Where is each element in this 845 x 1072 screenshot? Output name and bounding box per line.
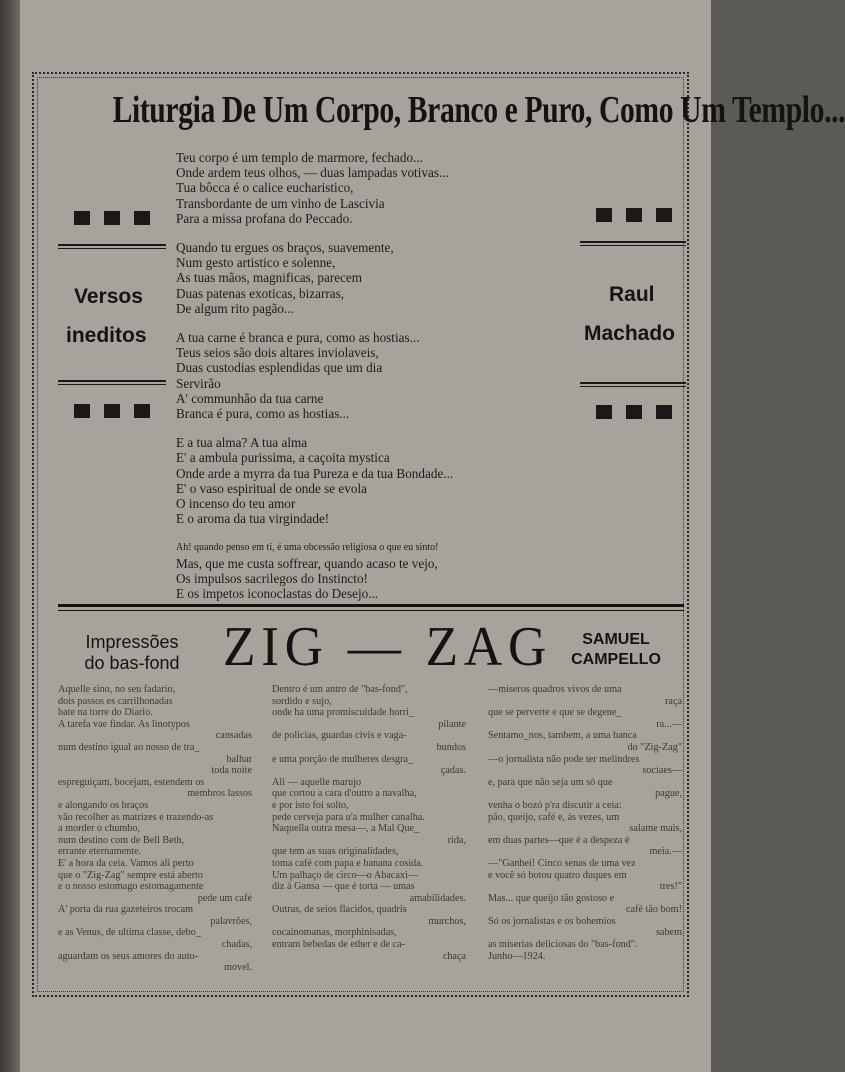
poem-line: Mas, que me custa soffrear, quando acaso te vejo, bbox=[176, 555, 438, 571]
column-line: Mas... que queijo tão gostoso e bbox=[488, 892, 615, 904]
poem-body bbox=[176, 150, 576, 615]
column-line: —miseros quadros vivos de uma bbox=[488, 684, 622, 695]
poem-line: Transbordante de um vinho de Lascivia bbox=[176, 195, 385, 211]
column-line: meia.— bbox=[649, 846, 682, 858]
label-ineditos: ineditos bbox=[66, 324, 147, 347]
column-line: sabem bbox=[655, 927, 682, 939]
column-line: café tão bom! bbox=[625, 904, 682, 916]
column-line: tres!" bbox=[659, 881, 682, 893]
label-versos: Versos bbox=[74, 285, 143, 308]
column-line: A' porta da rua gazeteiros trocam bbox=[58, 904, 194, 916]
column-line: bundos bbox=[436, 741, 466, 753]
column-line: Outras, de seios flacidos, quadris bbox=[272, 904, 407, 916]
poem-title: Liturgia De Um Corpo, Branco e Puro, Como Um Templo... bbox=[112, 89, 845, 131]
column-line: de policias, guardas civis e vaga- bbox=[272, 730, 407, 742]
poem-line: Onde ardem teus olhos, — duas lampadas votivas... bbox=[176, 165, 449, 181]
column-line: e uma porção de mulheres desgra_ bbox=[272, 753, 414, 765]
column-line: e as Venus, de ultima classe, debo_ bbox=[58, 927, 201, 939]
column-line: que cortou a cara d'outro a navalha, bbox=[272, 788, 417, 800]
column-line: balhar bbox=[226, 753, 252, 765]
column-line: cocainomanas, morphinisadas, bbox=[272, 927, 397, 939]
column-line: do "Zig-Zag" bbox=[627, 741, 682, 753]
poem-line: E os impetos iconoclastas do Desejo... bbox=[176, 586, 379, 602]
column-line: Sentamo_nos, tambem, a uma banca bbox=[488, 730, 637, 742]
stanza-3 bbox=[176, 330, 576, 421]
poem-line: E o aroma da tua virgindade! bbox=[176, 511, 330, 527]
column-line: pague, bbox=[655, 788, 682, 800]
poem-line: Os impulsos sacrilegos do Instincto! bbox=[176, 570, 368, 586]
column-line: raça bbox=[665, 695, 682, 707]
column-line: chaça bbox=[442, 950, 466, 962]
poem-small-line: Ah! quando penso em ti, é uma obcessão religiosa o que eu sinto! bbox=[176, 542, 439, 554]
prose-column-1 bbox=[58, 684, 252, 974]
section-divider bbox=[58, 604, 684, 611]
poem-line: Para a missa profana do Peccado. bbox=[176, 210, 353, 226]
column-line: çadas. bbox=[440, 765, 466, 777]
ornament-squares-left-top bbox=[74, 211, 150, 225]
column-line: vão recolher as matrizes e trazendo-as bbox=[58, 811, 214, 823]
poem-line: Quando tu ergues os braços, suavemente, bbox=[176, 240, 394, 256]
column-line: pede um café bbox=[197, 892, 252, 904]
zigzag-subtitle-line1: Impressões bbox=[85, 632, 179, 652]
poem-line: Duas custodias esplendidas que um dia bbox=[176, 360, 383, 376]
column-line: —"Ganhei! Cinco senas de uma vez bbox=[488, 857, 636, 869]
column-line: entram bebedas de ether e de ca- bbox=[272, 939, 405, 951]
column-line: e você só botou quatro duques em bbox=[488, 869, 627, 881]
column-line: onde ha uma promiscuidade horri_ bbox=[272, 707, 415, 719]
column-line: a morder o chumbo, bbox=[58, 823, 141, 835]
column-line: em duas partes—que é a despeza é bbox=[488, 834, 630, 846]
poem-line: As tuas mãos, magnificas, parecem bbox=[176, 270, 363, 286]
poem-line: Teus seios são dois altares inviolaveis, bbox=[176, 345, 379, 361]
column-line: palavrões, bbox=[210, 915, 252, 927]
column-line: rida, bbox=[447, 834, 466, 846]
column-line: aguardam os seus amores do auto- bbox=[58, 950, 199, 962]
poem-line: Onde arde a myrra da tua Pureza e da tua Bondade... bbox=[176, 465, 454, 481]
column-line: e, para que não seja um só que bbox=[488, 776, 613, 788]
column-line: que o "Zig-Zag" sempre está aberto bbox=[58, 869, 203, 881]
ornament-squares-right-top bbox=[596, 208, 672, 222]
column-line: diz á Gansa — que é torta — umas bbox=[272, 881, 415, 893]
column-line: que tem as suas originalidades, bbox=[272, 846, 399, 858]
zigzag-subtitle-line2: do bas-fond bbox=[84, 653, 180, 673]
column-line: Só os jornalistas e os bohemios bbox=[488, 915, 616, 927]
column-line: —o jornalista não pode ter melindres bbox=[488, 753, 640, 765]
poem-line: E a tua alma? A tua alma bbox=[176, 435, 308, 451]
column-line: pão, queijo, café e, ás vezes, um bbox=[488, 811, 620, 823]
column-line: espreguiçam, bocejam, estendem os bbox=[58, 776, 205, 788]
column-line: amabilidades. bbox=[409, 892, 466, 904]
poem-line: A' communhão da tua carne bbox=[176, 390, 324, 406]
column-line: Naquella outra mesa—, a Mal Que_ bbox=[272, 823, 420, 835]
rule-left-top bbox=[58, 244, 166, 249]
poem-line: E' o vaso espiritual de onde se evola bbox=[176, 480, 367, 496]
column-line: e o nosso estomago estomagamente bbox=[58, 881, 204, 893]
rule-right-top bbox=[580, 241, 686, 246]
column-line: Um palhaço de circo—o Abacaxi— bbox=[272, 869, 418, 881]
column-line: Junho—1924. bbox=[488, 950, 546, 962]
prose-column-3 bbox=[488, 684, 682, 962]
column-line: sociaes— bbox=[642, 765, 682, 777]
poem-line: A tua carne é branca e pura, como as hostias... bbox=[176, 330, 420, 346]
rule-right-bottom bbox=[580, 382, 686, 387]
column-line: E' a hora da ceia. Vamos ali perto bbox=[58, 857, 194, 869]
zigzag-title: ZIG — ZAG bbox=[223, 616, 553, 678]
rule-left-bottom bbox=[58, 380, 166, 385]
column-line: murchos, bbox=[428, 915, 466, 927]
column-line: num destino igual ao nosso de tra_ bbox=[58, 741, 200, 753]
poem-line: Branca é pura, como as hostias... bbox=[176, 406, 350, 422]
column-line: pede cerveja para u'a mulher canalha. bbox=[272, 811, 425, 823]
book-spine bbox=[0, 0, 20, 1072]
column-line: as miserias deliciosas do "bas-fond". bbox=[488, 939, 638, 951]
ornament-squares-left-bottom bbox=[74, 404, 150, 418]
poem-line: Tua bôcca é o calice eucharistico, bbox=[176, 180, 354, 196]
column-line: e por isto foi solto, bbox=[272, 799, 349, 811]
column-line: errante eternamente. bbox=[58, 846, 142, 858]
zigzag-subtitle bbox=[62, 632, 202, 674]
label-machado: Machado bbox=[584, 322, 676, 345]
poem-line: Num gesto artistico e solenne, bbox=[176, 255, 336, 271]
stanza-1 bbox=[176, 150, 576, 226]
column-line: bate na torre do Diario. bbox=[58, 707, 153, 719]
column-line: Dentro é um antro de "bas-fond", bbox=[272, 684, 408, 695]
stanza-2 bbox=[176, 240, 576, 316]
column-line: ra...— bbox=[656, 718, 682, 730]
column-line: toda noite bbox=[211, 765, 252, 777]
stanza-4 bbox=[176, 435, 576, 526]
column-line: toma café com papa e banana cosida. bbox=[272, 857, 424, 869]
ornament-squares-right-bottom bbox=[596, 405, 672, 419]
poem-line: Servirão bbox=[176, 375, 221, 391]
column-line: movel. bbox=[223, 962, 252, 974]
column-line: Aquelle sino, no seu fadario, bbox=[58, 684, 176, 695]
poem-line: E' a ambula purissima, a caçoita mystica bbox=[176, 450, 390, 466]
column-line: dois passos es carrilhonadas bbox=[58, 695, 173, 707]
poem-line: De algum rito pagão... bbox=[176, 300, 294, 316]
column-line: venha o bozó p'ra discutir a ceia: bbox=[488, 799, 622, 811]
author-last-name: CAMPELLO bbox=[571, 651, 661, 668]
poem-line: Teu corpo é um templo de marmore, fechado... bbox=[176, 150, 423, 165]
poem-line: O incenso do teu amor bbox=[176, 496, 296, 512]
zigzag-author bbox=[556, 630, 676, 670]
column-line: num destino com de Bell Beth, bbox=[58, 834, 185, 846]
column-line: que se perverte e que se degene_ bbox=[488, 707, 622, 719]
stanza-5 bbox=[176, 540, 576, 601]
column-line: chadas, bbox=[221, 939, 252, 951]
column-line: salame mais, bbox=[629, 823, 682, 835]
column-line: Ali — aquelle marujo bbox=[272, 776, 362, 788]
column-line: A tarefa vae findar. As linotypos bbox=[58, 718, 190, 730]
prose-column-2 bbox=[272, 684, 466, 962]
column-line: cansadas bbox=[215, 730, 252, 742]
column-line: e alongando os braços bbox=[58, 799, 149, 811]
column-line: membros lassos bbox=[187, 788, 252, 800]
column-line: sordido e sujo, bbox=[272, 695, 332, 707]
poem-line: Duas patenas exoticas, bizarras, bbox=[176, 285, 345, 301]
label-raul: Raul bbox=[609, 283, 655, 306]
column-line: pilante bbox=[438, 718, 466, 730]
author-first-name: SAMUEL bbox=[582, 631, 650, 648]
